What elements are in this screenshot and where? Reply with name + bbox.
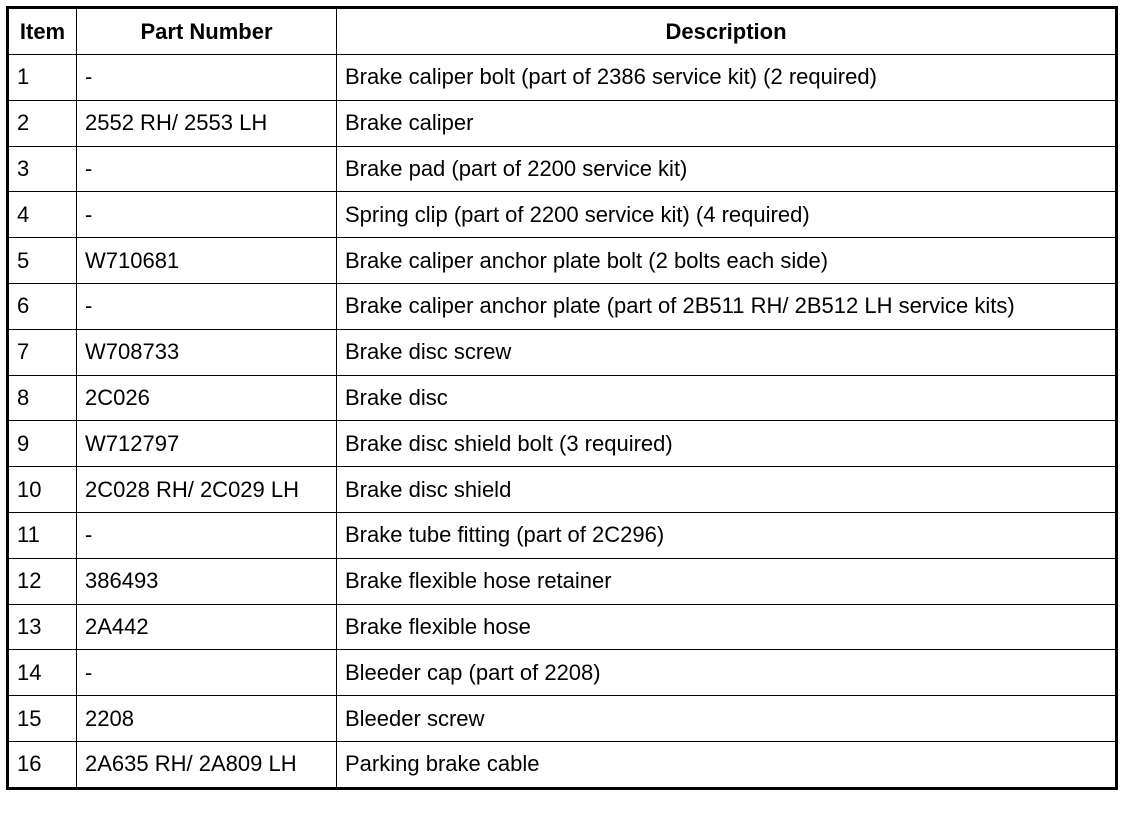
cell-description: Brake disc [337, 375, 1117, 421]
table-header-row [8, 8, 1117, 55]
table-row [8, 329, 1117, 375]
parts-table [6, 6, 1118, 790]
cell-part-number: W712797 [77, 421, 337, 467]
cell-description: Brake disc screw [337, 329, 1117, 375]
table-row [8, 650, 1117, 696]
cell-description: Brake tube fitting (part of 2C296) [337, 512, 1117, 558]
cell-item: 6 [8, 283, 77, 329]
cell-part-number: - [77, 55, 337, 101]
cell-item: 2 [8, 100, 77, 146]
table-row [8, 421, 1117, 467]
cell-item: 15 [8, 696, 77, 742]
table-row [8, 512, 1117, 558]
table-row [8, 100, 1117, 146]
cell-description: Brake flexible hose retainer [337, 558, 1117, 604]
cell-item: 5 [8, 238, 77, 284]
table-row [8, 192, 1117, 238]
header-description: Description [337, 8, 1117, 55]
cell-part-number: - [77, 283, 337, 329]
cell-description: Brake caliper anchor plate (part of 2B511 RH/ 2B512 LH service kits) [337, 283, 1117, 329]
cell-description: Brake disc shield bolt (3 required) [337, 421, 1117, 467]
header-part-number: Part Number [77, 8, 337, 55]
table-row [8, 55, 1117, 101]
header-item: Item [8, 8, 77, 55]
cell-item: 3 [8, 146, 77, 192]
table-row [8, 146, 1117, 192]
table-row [8, 238, 1117, 284]
cell-item: 9 [8, 421, 77, 467]
cell-item: 7 [8, 329, 77, 375]
cell-description: Brake caliper anchor plate bolt (2 bolts each side) [337, 238, 1117, 284]
cell-item: 13 [8, 604, 77, 650]
cell-part-number: 2A442 [77, 604, 337, 650]
cell-item: 1 [8, 55, 77, 101]
cell-part-number: - [77, 512, 337, 558]
cell-part-number: 2552 RH/ 2553 LH [77, 100, 337, 146]
cell-description: Brake disc shield [337, 467, 1117, 513]
cell-description: Parking brake cable [337, 741, 1117, 788]
cell-part-number: 2C028 RH/ 2C029 LH [77, 467, 337, 513]
cell-item: 10 [8, 467, 77, 513]
table-row [8, 283, 1117, 329]
cell-description: Brake flexible hose [337, 604, 1117, 650]
table-row [8, 375, 1117, 421]
cell-part-number: 2C026 [77, 375, 337, 421]
cell-part-number: 2A635 RH/ 2A809 LH [77, 741, 337, 788]
cell-description: Spring clip (part of 2200 service kit) (4 required) [337, 192, 1117, 238]
cell-item: 12 [8, 558, 77, 604]
cell-item: 8 [8, 375, 77, 421]
cell-part-number: 2208 [77, 696, 337, 742]
cell-item: 4 [8, 192, 77, 238]
cell-part-number: 386493 [77, 558, 337, 604]
cell-item: 11 [8, 512, 77, 558]
cell-description: Bleeder screw [337, 696, 1117, 742]
table-row [8, 467, 1117, 513]
parts-table-container [6, 6, 1115, 790]
cell-description: Brake pad (part of 2200 service kit) [337, 146, 1117, 192]
cell-part-number: W708733 [77, 329, 337, 375]
cell-description: Brake caliper [337, 100, 1117, 146]
cell-part-number: - [77, 146, 337, 192]
table-row [8, 558, 1117, 604]
table-row [8, 604, 1117, 650]
cell-description: Bleeder cap (part of 2208) [337, 650, 1117, 696]
table-row [8, 696, 1117, 742]
cell-part-number: - [77, 650, 337, 696]
cell-part-number: W710681 [77, 238, 337, 284]
cell-part-number: - [77, 192, 337, 238]
cell-item: 14 [8, 650, 77, 696]
cell-item: 16 [8, 741, 77, 788]
table-row [8, 741, 1117, 788]
cell-description: Brake caliper bolt (part of 2386 service kit) (2 required) [337, 55, 1117, 101]
